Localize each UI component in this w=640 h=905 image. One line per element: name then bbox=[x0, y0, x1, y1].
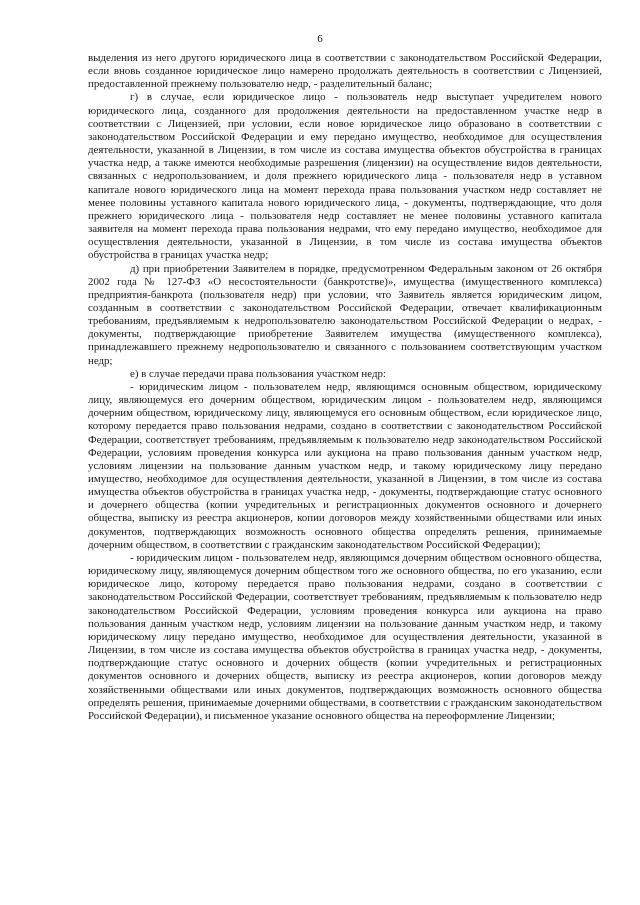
paragraph-subitem-2: - юридическим лицом - пользователем недр, являющимся дочерним обществом основного общества, юридическому лицу, являющемуся дочерним обществом того же основного общества, по его указанию, если юридическое лицо, которому передается право пользования недрами, создано в соответствии с законодательством Российской Федерации, соответствует требованиям, предъявляемым к пользователю недр законодательством Российской Федерации, условиям проведения конкурса или аукциона на право пользования данным участком недр, условиям лицензии на пользование данным участком недр, и такому юридическому лицу передано имущество, необходимое для осуществления деятельности, указанной в Лицензии, в том числе из состава имущества объектов обустройства в границах участка недр, - документы, подтверждающие статус основного и дочерних обществ (копии учредительных и регистрационных документов основного и дочерних обществ, выписку из реестра акционеров, копии договоров между хозяйственными обществами или иных документов, подтверждающих возможность основного общества определять решения, принимаемые дочерними обществами, в соответствии с гражданским законодательством Российской Федерации), и письменное указание основного общества на переоформление Лицензии; bbox=[88, 551, 602, 722]
page-number: 6 bbox=[317, 33, 323, 45]
paragraph-continuation: выделения из него другого юридического лица в соответствии с законодательством Российской Федерации, если вновь созданное юридическое лицо намерено продолжать деятельность в соответствии с Лицензией, предоставленной прежнему пользователю недр, - разделительный баланс; bbox=[88, 52, 602, 91]
paragraph-item-e: е) в случае передачи права пользования участком недр: bbox=[130, 367, 386, 380]
paragraph-subitem-1: - юридическим лицом - пользователем недр, являющимся основным обществом, юридическому лицу, являющемуся его дочерним обществом, юридическим лицом - пользователем недр, являющимся дочерним обществом, юридическому лицу, являющемуся его основным обществом, если юридическое лицо, которому передается право пользования недрами, создано в соответствии с законодательством Российской Федерации, соответствует требованиям, предъявляемым к пользователю недр законодательством Российской Федерации, условиям проведения конкурса или аукциона на право пользования данным участком недр, условиям лицензии на пользование данным участком недр, и такому юридическому лицу передано имущество, необходимое для осуществления деятельности, указанной в Лицензии, в том числе из состава имущества объектов обустройства в границах участка недр, - документы, подтверждающие статус основного и дочернего общества (копии учредительных и регистрационных документов основного и дочернего общества, выписку из реестра акционеров, копии договоров между хозяйственными обществами или иных документов, подтверждающих возможность основного общества определять решения, принимаемые дочерним обществом, в соответствии с гражданским законодательством Российской Федерации); bbox=[88, 380, 602, 551]
document-body bbox=[88, 52, 602, 723]
paragraph-item-d: д) при приобретении Заявителем в порядке, предусмотренном Федеральным законом от 26 октября 2002 года № 127-ФЗ «О несостоятельности (банкротстве)», имущества (имущественного комплекса) предприятия-банкрота (пользователя недр) при условии, что Заявитель является юридическим лицом, созданным в соответствии с законодательством Российской Федерации, отвечает квалификационным требованиям, предъявляемым к недропользователю законодательством Российской Федерации о недрах, - документы, подтверждающие приобретение Заявителем имущества (имущественного комплекса), принадлежавшего прежнему недропользователю и связанного с пользованием соответствующим участком недр; bbox=[88, 262, 602, 367]
paragraph-item-g: г) в случае, если юридическое лицо - пользователь недр выступает учредителем нового юридического лица, созданного для продолжения деятельности на предоставленном участке недр в соответствии с Лицензией, при условии, если новое юридическое лицо образовано в соответствии с законодательством Российской Федерации и ему передано имущество, необходимое для осуществления деятельности, указанной в Лицензии, в том числе из состава имущества объектов обустройства в границах участка недр, а также имеются необходимые разрешения (лицензии) на осуществление видов деятельности, связанных с недропользованием, и доля прежнего юридического лица - пользователя недр в уставном капитале нового юридического лица на момент перехода права пользования участком недр составляет не менее половины уставного капитала нового юридического лица, - документы, подтверждающие, что доля прежнего юридического лица - пользователя недр составляет не менее половины уставного капитала заявителя на момент перехода права пользования недрами, что ему передано имущество, необходимое для осуществления деятельности, указанной в Лицензии, в том числе из состава имущества объектов обустройства в границах участка недр; bbox=[88, 91, 602, 262]
